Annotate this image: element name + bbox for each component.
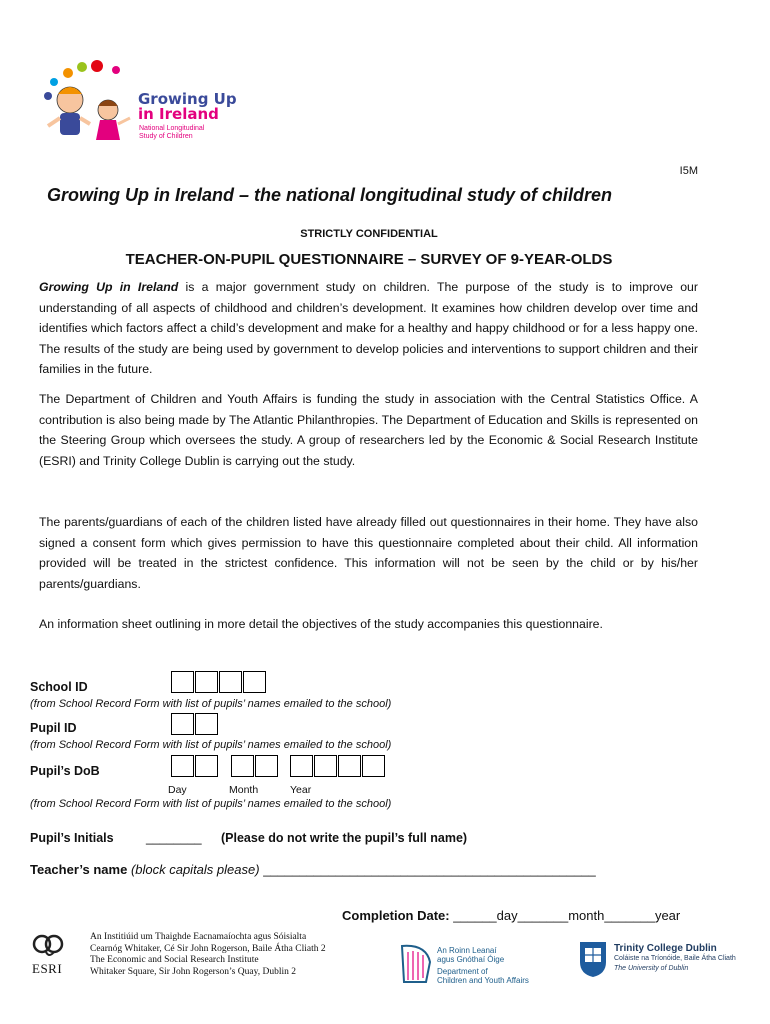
esri-address-line: Whitaker Square, Sir John Rogerson’s Quay, Dublin 2 [90, 966, 296, 977]
questionnaire-title: TEACHER-ON-PUPIL QUESTIONNAIRE – SURVEY OF 9-YEAR-OLDS [125, 251, 613, 268]
completion-date-row [342, 908, 680, 923]
trinity-logo-text [614, 944, 736, 974]
school-id-box[interactable] [219, 671, 242, 693]
intro-paragraph-3: The parents/guardians of each of the children listed have already filled out questionnaires in their home. They have also signed a consent form which gives permission to have this questionnaire completed about their child. All information provided will be treated in the strictest confidence. This information will not be seen by the child or by his/her parents/guardians. [39, 515, 698, 591]
pupil-id-box[interactable] [195, 713, 218, 735]
intro-paragraph-1-text: is a major government study on children. The purpose of the study is to improve our understanding of all aspects of childhood and children’s development. It examines how children develop over time and identifies which factors affect a child’s development and make for a healthy and happy childhood or for a less happy one. The results of the study are being used by government to develop policies and interventions to support children and their families in the future. [39, 280, 698, 376]
initials-hint: (Please do not write the pupil’s full name) [221, 831, 468, 845]
main-title: Growing Up in Ireland – the national longitudinal study of children [47, 185, 613, 205]
logo-title-line1: Growing Up [138, 90, 237, 108]
dob-day-boxes[interactable] [171, 755, 219, 777]
dob-year-box[interactable] [290, 755, 313, 777]
dob-year-boxes[interactable] [290, 755, 386, 777]
logo-title [138, 92, 237, 122]
dob-year-box[interactable] [338, 755, 361, 777]
school-id-box[interactable] [243, 671, 266, 693]
pupil-id-box[interactable] [171, 713, 194, 735]
dob-day-box[interactable] [171, 755, 194, 777]
dob-year-box[interactable] [362, 755, 385, 777]
department-line: Children and Youth Affairs [437, 976, 529, 985]
dob-month-boxes[interactable] [231, 755, 279, 777]
department-line: agus Gnóthaí Óige [437, 955, 505, 964]
department-logo-text [437, 946, 529, 985]
intro-paragraph-2: The Department of Children and Youth Affairs is funding the study in association with the Central Statistics Office. A contribution is also being made by The Atlantic Philanthropies. The Department of Education and Skills is represented on the Steering Group which oversees the study. A group of researchers led by the Economic & Social Research Institute (ESRI) and Trinity College Dublin is carrying out the study. [39, 392, 698, 468]
completion-date-input-line[interactable]: ______day_______month_______year [453, 908, 681, 923]
dob-day-box[interactable] [195, 755, 218, 777]
school-id-boxes[interactable] [171, 671, 267, 693]
esri-address-line: The Economic and Social Research Institute [90, 955, 259, 965]
intro-paragraph-4: An information sheet outlining in more detail the objectives of the study accompanies this questionnaire. [39, 617, 603, 631]
teacher-name-input-line[interactable]: ______________________________________________ [263, 862, 596, 877]
study-name-emphasis: Growing Up in Ireland [39, 280, 179, 294]
trinity-university-name: The University of Dublin [614, 965, 689, 972]
pupil-id-label: Pupil ID [30, 721, 77, 735]
teacher-name-hint: (block capitals please) [130, 862, 260, 877]
logo-subtitle-line2: Study of Children [139, 133, 193, 140]
initials-input-line[interactable]: ________ [146, 831, 202, 845]
pupil-id-boxes[interactable] [171, 713, 219, 735]
dob-month-label: Month [229, 784, 259, 796]
school-id-note: (from School Record Form with list of pupils’ names emailed to the school) [30, 698, 392, 710]
teacher-name-label: Teacher’s name [30, 862, 128, 877]
trinity-name: Trinity College Dublin [614, 943, 717, 954]
completion-date-label: Completion Date: [342, 908, 450, 923]
department-line: Department of [437, 967, 488, 976]
esri-address [90, 932, 326, 978]
esri-address-line: An Institiúid um Thaighde Eacnamaíochta agus Sóisialta [90, 932, 307, 942]
dob-note: (from School Record Form with list of pupils’ names emailed to the school) [30, 798, 392, 810]
form-code: I5M [679, 165, 698, 177]
intro-paragraph-1 [39, 277, 698, 380]
initials-label: Pupil’s Initials [30, 831, 114, 845]
department-line: An Roinn Leanaí [437, 946, 497, 955]
teacher-name-row [30, 862, 596, 877]
dob-day-label: Day [168, 784, 187, 796]
dob-year-box[interactable] [314, 755, 337, 777]
dob-label: Pupil’s DoB [30, 764, 100, 778]
trinity-irish-name: Coláiste na Tríonóide, Baile Átha Cliath [614, 955, 736, 962]
logo-title-line2: in Ireland [138, 105, 219, 123]
dob-month-box[interactable] [255, 755, 278, 777]
confidential-label: STRICTLY CONFIDENTIAL [300, 228, 438, 240]
esri-logo-icon [32, 932, 66, 960]
pupil-id-note: (from School Record Form with list of pupils’ names emailed to the school) [30, 739, 392, 751]
logo-subtitle-line1: National Longitudinal [139, 125, 205, 132]
trinity-crest-icon [578, 940, 608, 978]
dob-year-label: Year [290, 784, 312, 796]
esri-address-line: Cearnóg Whitaker, Cé Sir John Rogerson, Baile Átha Cliath 2 [90, 943, 326, 954]
school-id-box[interactable] [171, 671, 194, 693]
school-id-box[interactable] [195, 671, 218, 693]
dob-month-box[interactable] [231, 755, 254, 777]
harp-icon [396, 942, 434, 986]
logo-subtitle [139, 125, 204, 141]
esri-logo-text: ESRI [32, 961, 63, 976]
school-id-label: School ID [30, 680, 88, 694]
